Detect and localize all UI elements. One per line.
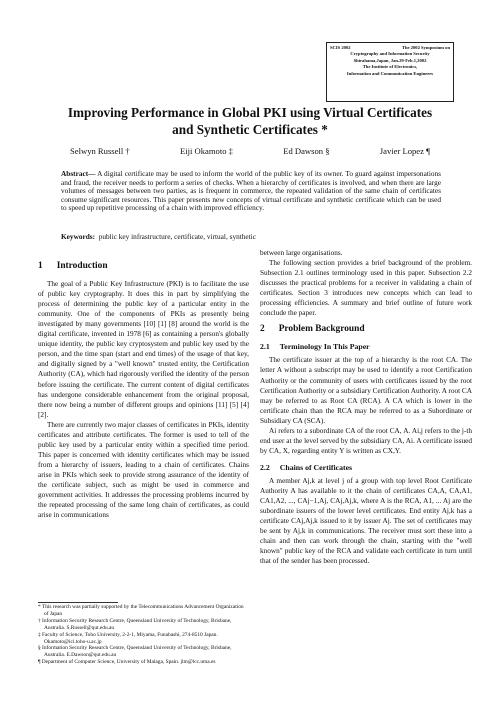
subsection-heading-chains [260,463,472,473]
right-column [260,248,472,566]
abstract-label: Abstract— [61,169,96,178]
intro-paragraph-1: The goal of a Public Key Infrastructure (PKI) is to facilitate the use of public key cryptography. It does this in part by simplifying the process of determining the public key of a particular entity in the community. One of the components of PKIs as presently being investigated by many governments [10] [1] [8] around the world is the digital certificate, invented in 1978 [6] as containing a person's globally unique identity, the public key cryptosystem and public key used by the person, and the time span (start and end times) of the usage of that key, and digitally signed by a "well known" trusted entity, the Certification Authority (CA), which had rigorously verified the identity of the person before issuing the certificate. The current content of digital certificates has undergone considerable enhancement from the original proposal, there now being a number of different groups and opinions [11] [5] [4] [2]. [38,280,249,419]
section-title: Introduction [56,261,108,271]
footnotes [38,604,249,666]
author-list [70,146,430,156]
footnote: ¶ Department of Computer Science, University of Malaga, Spain. jlm@lcc.uma.es [38,659,216,666]
section-heading-introduction [38,261,249,271]
left-column [38,255,249,520]
footnote: § Information Security Research Centre, Queensland University of Technology, Brisbane, Australia. E.Dawson@qut.edu.au [38,645,232,659]
section-heading-problem-background [260,324,472,334]
abstract-text: A digital certificate may be used to inform the world of the public key of its owner. To guard against impersonations and fraud, the receiver needs to perform a series of checks. When a hierarchy of certificates is involved, and when there are large volumes of messages between two parties, as is frequent in commerce, the repeated validation of the same chain of certificates consume significant resources. This paper presents new concepts of virtual certificate and synthetic certificate which can be used to speed up repetitive processing of a chain with improved efficiency. [61,169,442,213]
author: Ed Dawson § [283,146,330,156]
author: Eiji Okamoto ‡ [179,146,233,156]
conference-line4: The Institute of Electronics, [362,64,418,70]
subsection-heading-terminology [260,342,472,352]
subsection-number: 2.2 [260,462,270,472]
abstract [61,170,441,213]
conference-box [326,42,454,102]
section-number: 2 [260,324,265,335]
conference-line1: The 2002 Symposium on [401,45,450,50]
keywords [61,232,441,241]
subsection-number: 2.1 [260,342,270,352]
author: Javier Lopez ¶ [379,146,430,156]
conference-line2: Cryptography and Information Security [350,51,430,57]
intro-paragraph-continued: between large organisations. [260,249,343,257]
subsection-title: Chains of Certificates [279,462,353,472]
terminology-paragraph-2: Ai refers to a subordinate CA of the root CA, A. Ai,j refers to the j-th end user at the level served by the subsidiary CA, Ai. A certificate issued by CA, X, regarding entity Y is written as CX,Y. [260,426,472,455]
intro-paragraph-2: There are currently two major classes of certificates in PKIs, identity certificates and attribute certificates. The former is used to tell of the public key used by a particular entity within a specified time period. This paper is concerned with identity certificates which may be issued from a hierarchy of issuers, leading to a chain of certificates. Chains arise in PKIs which seek to provide strong assurance of the identity of the certificate subject, such as might be used in commerce and government activities. It addresses the processing problems incurred by the repeated processing of the same long chain of certificates, as could arise in communications [38,420,249,520]
paper-title-line1: Improving Performance in Global PKI using Virtual Certificates [67,105,433,120]
chains-paragraph-1: A member Aj,k at level j of a group with top level Root Certificate Authority A has available to it the chain of certificates CA,A, CA,A1, CA1,A2, ..., CAj−1,Aj, CAj,Aj,k, where A is the RCA, A1, ... Aj are the subordinate issuers of the lower level certificates. End entity Aj,k has a certificate CAj,Aj,k issued to it by issuer Aj. The set of certificates may be sent by Aj,k in communications. The receiver must sort these into a chain and then can work through the chain, starting with the "well known" public key of the RCA and validate each certificate in turn until that of the sender has been processed. [260,476,472,566]
conference-line5: Information and Communication Engineers [346,70,434,76]
conference-line3: Shirahama,Japan, Jan.29-Feb.1,2002 [353,57,427,63]
footnote: ‡ Faculty of Science, Toho University, 2-2-1, Miyama, Funabashi, 274-8510 Japan. Okamoto@ici.toho-u.ac.jp [38,631,218,645]
footnote-rule [38,602,118,603]
footnote: * This research was partially supported by the Telecommunications Advancement Organization of Japan [38,604,244,617]
section-number: 1 [38,261,43,271]
footnote: † Information Security Research Centre, Queensland University of Technology, Brisbane, Australia. S.Russell@qut.edu.au [38,617,232,631]
keywords-label: Keywords: [61,232,96,241]
subsection-title: Terminology In This Paper [279,342,370,352]
author: Selwyn Russell † [70,146,130,156]
paper-title-line2: and Synthetic Certificates * [172,122,328,137]
section-title: Problem Background [278,324,365,335]
terminology-paragraph-1: The certificate issuer at the top of a hierarchy is the root CA. The letter A without a subscript may be used to identify a root Certification Authority or the community of users with certificates issued by the root Certification Authority or a subsidiary Certification Authority. A root CA may be referred to as Root CA (RCA). A CA which is lower in the certificate chain than the RCA may be referred to as a Subordinate or Subsidiary CA (SCA). [260,356,472,425]
keywords-text: public key infrastructure, certificate, virtual, synthetic [98,232,256,241]
conference-code: SCIS 2002 [330,45,351,50]
intro-paragraph-3: The following section provides a brief background of the problem. Subsection 2.1 outlines terminology used in this paper. Subsection 2.2 discusses the practical problems for a receiver in validating a chain of certificates. Section 3 introduces new concepts which can lead to processing efficiencies. A summary and brief outline of future work conclude the paper. [260,259,472,318]
